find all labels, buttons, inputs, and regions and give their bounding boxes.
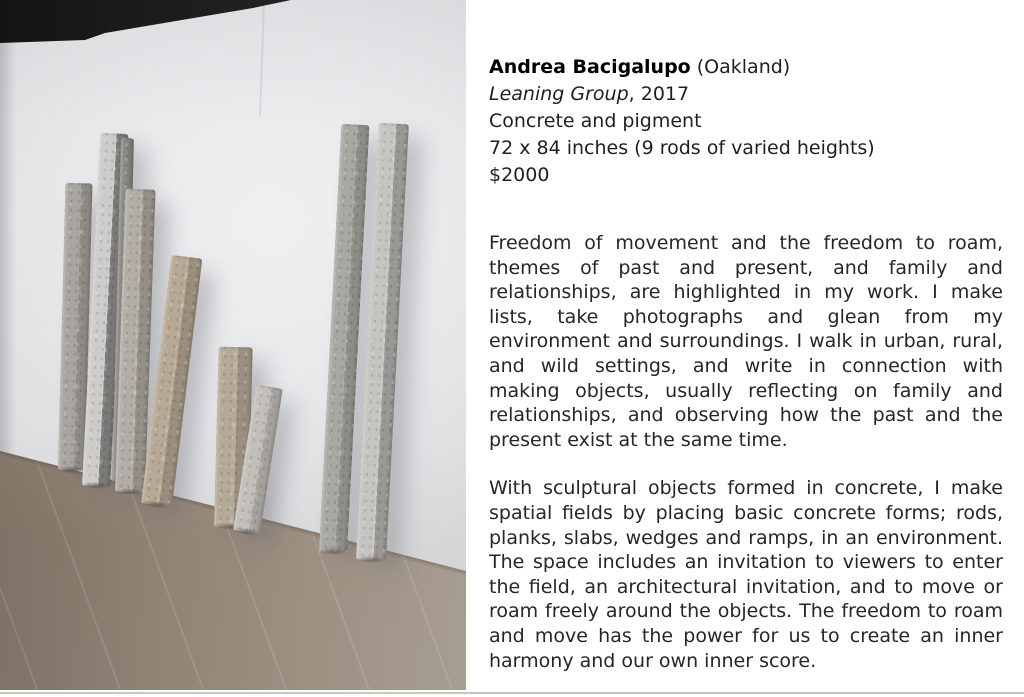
bottom-divider xyxy=(0,692,1024,694)
artwork-dimensions: 72 x 84 inches (9 rods of varied heights) xyxy=(489,137,875,159)
artwork-price: $2000 xyxy=(489,164,550,186)
artist-name: Andrea Bacigalupo xyxy=(489,56,691,78)
bottom-strip xyxy=(0,690,1024,697)
installation-photo xyxy=(0,0,466,690)
artwork-info-panel xyxy=(466,0,1024,690)
artwork-title: Leaning Group xyxy=(489,83,629,105)
artist-statement-paragraph-2: With sculptural objects formed in concrete, I make spatial fields by placing basic concrete forms; rods, planks, slabs, wedges and ramps, in an environment. The space includes an invitation to viewers to enter the field, an architectural invitation, and to move or roam freely around the objects. The freedom to roam and move has the power for us to create an inner harmony and our own inner score. xyxy=(489,477,1003,672)
artist-line xyxy=(489,54,1003,81)
concrete-rods-group xyxy=(0,0,466,690)
title-line xyxy=(489,81,1003,108)
artist-statement-paragraph-1: Freedom of movement and the freedom to roam, themes of past and present, and family and relationships, are highlighted in my work. I make lists, take photographs and glean from my environment and surroundings. I walk in urban, rural, and wild settings, and write in connection with making objects, usually reflecting on family and relationships, and observing how the past and the present exist at the same time. xyxy=(489,232,1003,451)
artwork-medium: Concrete and pigment xyxy=(489,110,702,132)
artwork-year: , 2017 xyxy=(628,83,690,105)
artwork-caption xyxy=(489,54,1003,189)
artist-location: (Oakland) xyxy=(690,56,791,78)
